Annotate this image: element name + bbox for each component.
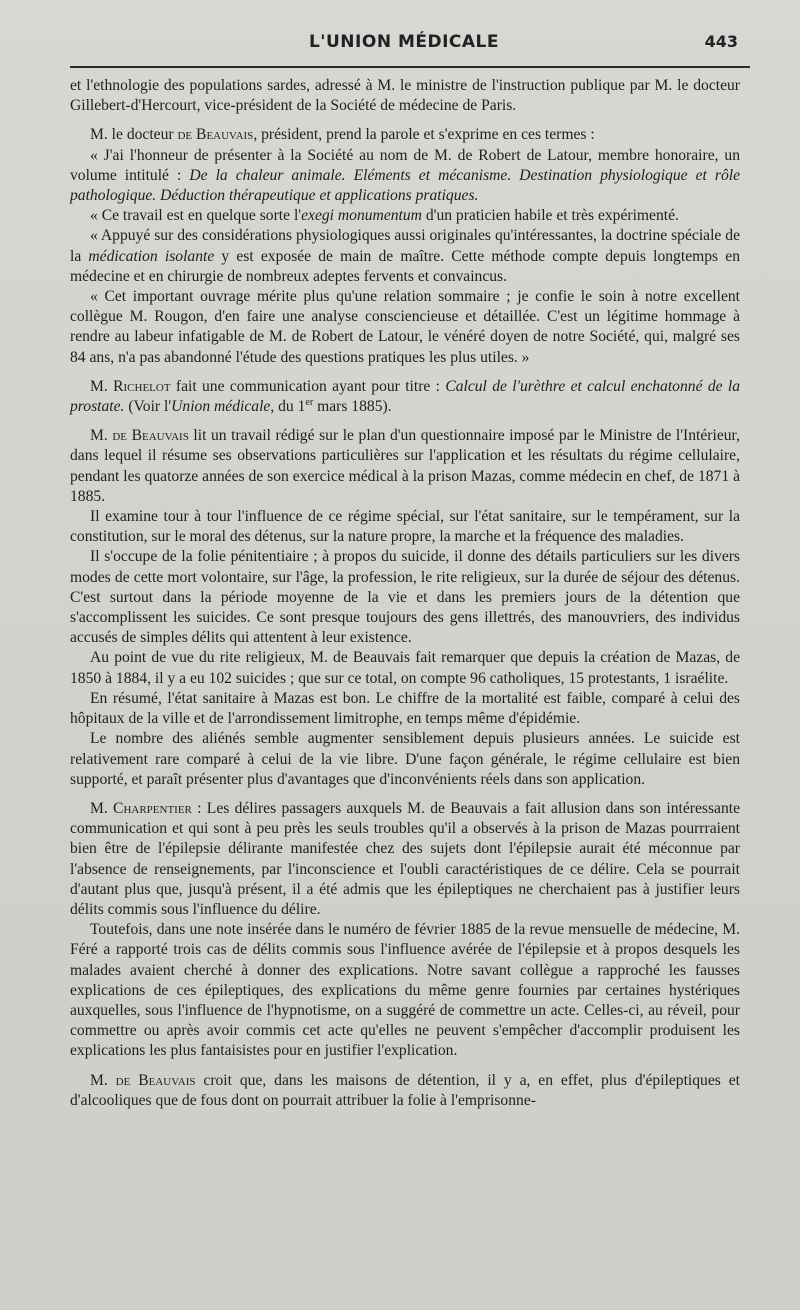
speaker-name: de Beauvais — [115, 1071, 196, 1089]
text-run: , du 1 — [270, 398, 306, 416]
text-run: (Voir l' — [124, 398, 172, 416]
book-title: De la chaleur animale. Eléments et mécanisme. Destination physiologique et rôle pathologique. Déduction thérapeutique et applications pratiques. — [70, 166, 740, 205]
page-number: 443 — [704, 32, 738, 51]
text-run: y est exposée de main de maître. Cette méthode compte depuis longtemps en médecine et en chirurgie de nombreux adeptes fervents et convaincus. — [70, 247, 740, 285]
journal-name: Union médicale — [171, 398, 271, 416]
text-run: M. — [90, 1071, 116, 1089]
paragraph — [70, 426, 740, 507]
page-header — [70, 28, 738, 58]
running-title: L'UNION MÉDICALE — [308, 32, 500, 52]
superscript: er — [305, 396, 314, 408]
text-run: lit un travail rédigé sur le plan d'un questionnaire imposé par le Ministre de l'Intérieur, dans lequel il résume ses observations particulières sur l'application et les résultats du régime cellulaire, pendant les quatorze années de son exercice médical à la prison Mazas, comme médecin en chef, de 1871 à 1885. — [70, 427, 740, 505]
paragraph — [70, 125, 740, 145]
paragraph — [70, 146, 740, 207]
article-body — [70, 76, 740, 1111]
speaker-name: de Beauvais — [177, 126, 254, 144]
text-run: fait une communication ayant pour titre : — [170, 377, 446, 395]
emphasis: médication isolante — [88, 247, 215, 265]
paragraph: Il s'occupe de la folie pénitentiaire ; à propos du suicide, il donne des détails particuliers sur les divers modes de cette mort volontaire, sur l'âge, la profession, le rite religieux, sur la durée de séjour des détenus. C'est surtout dans la période moyenne de la vie et dans les premiers jours de la détention que s'accomplissent les suicides. Ce sont presque toujours des gens illettrés, des manouvriers, des individus accusés de simples délits qui attentent à leur existence. — [70, 548, 740, 647]
paragraph: En résumé, l'état sanitaire à Mazas est bon. Le chiffre de la mortalité est faible, comparé à celui des hôpitaux de la ville et de l'arrondissement limitrophe, en temps même d'épidémie. — [70, 689, 740, 728]
speaker-name: Richelot — [113, 377, 171, 395]
paragraph — [70, 377, 740, 417]
paragraph: Toutefois, dans une note insérée dans le numéro de février 1885 de la revue mensuelle de médecine, M. Féré a rapporté trois cas de délits commis sous l'influence avérée de l'épilepsie et à propos desquels les malades avaient cherché à donner des explications. Notre savant collègue a rapproché les fausses explications de ces épileptiques, des explications du même genre fournies par certaines hystériques auxquelles, sous l'influence de l'hypnotisme, on a suggéré de commettre un acte. Celles-ci, au réveil, pour commettre ou après avoir commis cet acte qu'elles ne peuvent s'empêcher d'accomplir produisent les explications les plus fantaisistes pour en justifier l'explication. — [70, 921, 740, 1060]
paragraph — [70, 799, 740, 920]
text-run: « Ce travail est en quelque sorte l' — [90, 207, 302, 225]
text-run: M. — [90, 427, 113, 445]
text-run: : Les délires passagers auxquels M. de Beauvais a fait allusion dans son intéressante communication et qui sont à peu près les seuls troubles qu'il a observés à la prison de Mazas pourrraient bien être de l'épilepsie délirante manifestée chez des sujets dont l'épilepsie aurait été méconnue par l'absence de renseignements, par l'inconscience et l'oubli caractéristiques de ce délire. Cela se pourrait d'autant plus que, jusqu'à présent, il a été admis que les épileptiques ne cherchaient pas à justifier leurs délits commis sous l'influence du délire. — [70, 799, 740, 918]
speaker-name: Charpentier — [113, 799, 192, 817]
speaker-name: de Beauvais — [112, 427, 189, 445]
paragraph: Au point de vue du rite religieux, M. de Beauvais fait remarquer que depuis la création de Mazas, de 1850 à 1884, il y a eu 102 suicides ; que sur ce total, on compte 96 catholiques, 15 protestants, 1 israélite. — [70, 649, 740, 687]
latin-phrase: exegi monumentum — [301, 207, 422, 225]
text-run: croit que, dans les maisons de détention, il y a, en effet, plus d'épileptiques et d'alcooliques que de fous dont on pourrait attribuer la folie à l'emprisonne- — [70, 1071, 740, 1109]
paragraph — [70, 226, 740, 287]
communication-title: Calcul de l'urèthre et calcul enchatonné de la prostate. — [70, 377, 740, 416]
paragraph — [70, 206, 740, 226]
paragraph: Le nombre des aliénés semble augmenter sensiblement depuis plusieurs années. Le suicide est relativement rare comparé à celui de la vie libre. D'une façon générale, le régime cellulaire est bien supporté, et paraît présenter plus d'avantages que d'inconvénients réels dans son application. — [70, 730, 740, 788]
paragraph: « Cet important ouvrage mérite plus qu'une relation sommaire ; je confie le soin à notre excellent collègue M. Rougon, d'en faire une analyse consciencieuse et détaillée. C'est un légitime hommage à rendre au labeur infatigable de M. de Robert de Latour, le vénéré doyen de notre Société, qui, malgré ses 84 ans, n'a pas abandonné l'étude des questions pratiques les plus utiles. » — [70, 288, 740, 366]
text-run: « J'ai l'honneur de présenter à la Société au nom de M. de Robert de Latour, membre honoraire, un volume intitulé : — [70, 146, 740, 184]
text-run: « Appuyé sur des considérations physiologiques aussi originales qu'intéressantes, la doctrine spéciale de la — [70, 227, 740, 265]
header-rule — [70, 66, 750, 68]
text-run: M. — [90, 799, 114, 817]
paragraph: et l'ethnologie des populations sardes, adressé à M. le ministre de l'instruction publique par M. le docteur Gillebert-d'Hercourt, vice-président de la Société de médecine de Paris. — [70, 77, 740, 115]
paragraph — [70, 1071, 740, 1111]
text-run: M. le docteur — [90, 126, 178, 144]
text-run: M. — [90, 377, 114, 395]
text-run: , président, prend la parole et s'exprime en ces termes : — [253, 126, 595, 144]
text-run: d'un praticien habile et très expérimenté. — [421, 207, 679, 225]
text-run: mars 1885). — [313, 398, 392, 416]
paragraph: Il examine tour à tour l'influence de ce régime spécial, sur l'état sanitaire, sur le tempérament, sur la constitution, sur le moral des détenus, sur la nature propre, la marche et la fréquence des maladies. — [70, 508, 740, 546]
